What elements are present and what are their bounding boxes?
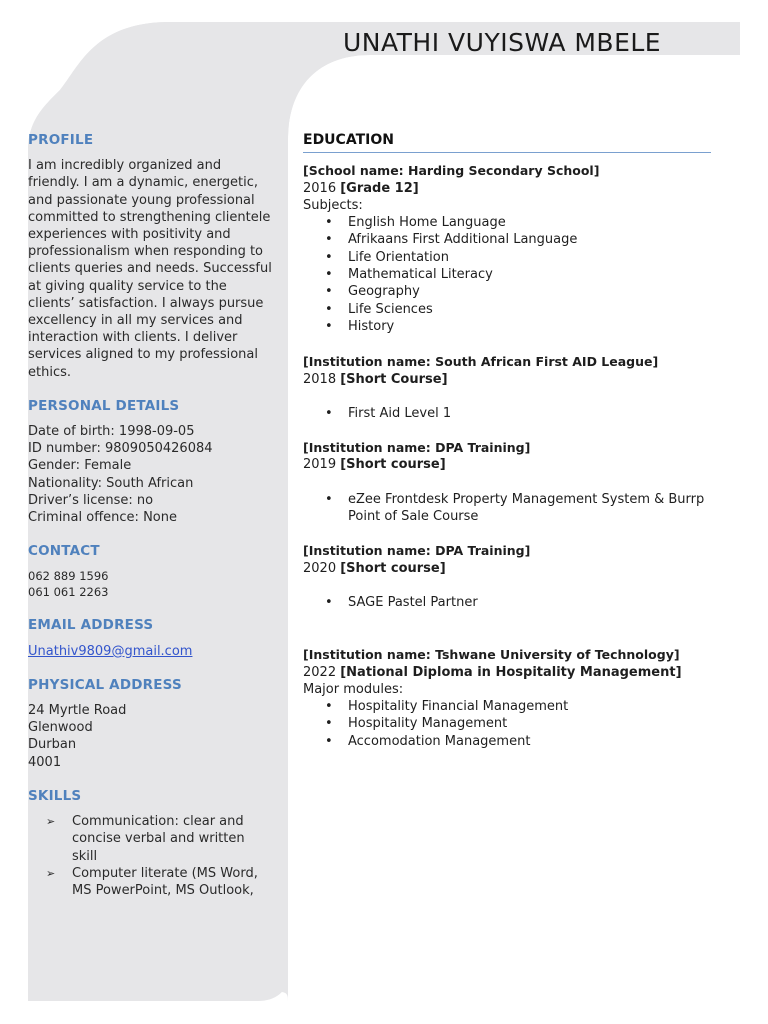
phone-2: 061 061 2263 xyxy=(28,585,109,600)
entry-year: 2016 xyxy=(303,180,337,196)
bullet-icon: • xyxy=(325,215,333,231)
course-text: eZee Frontdesk Property Management System & Burrp Point of Sale Course xyxy=(348,491,705,525)
entry-title: [Institution name: South African First AID League] xyxy=(303,354,659,370)
entry-title: [Institution name: DPA Training] xyxy=(303,543,531,559)
module-text: Hospitality Financial Management xyxy=(348,699,569,715)
subject-item xyxy=(325,301,711,318)
module-text: Accomodation Management xyxy=(348,733,531,749)
nationality-line: Nationality: South African xyxy=(28,475,194,491)
id-line: ID number: 9809050426084 xyxy=(28,441,213,457)
course-item xyxy=(325,491,711,526)
education-entry xyxy=(303,353,711,422)
phone-1: 062 889 1596 xyxy=(28,569,109,584)
bullet-icon: • xyxy=(325,284,333,300)
education-entry xyxy=(303,542,711,611)
skill-item xyxy=(46,865,272,899)
skill-item xyxy=(46,813,272,865)
course-item xyxy=(325,594,711,611)
subject-text: English Home Language xyxy=(348,215,506,231)
bullet-icon: • xyxy=(325,733,333,749)
entry-year: 2018 xyxy=(303,371,337,387)
arrow-bullet-icon: ➢ xyxy=(46,866,56,880)
bullet-icon: • xyxy=(325,594,333,610)
personal-details-section xyxy=(28,398,272,526)
entry-qualification: [Short Course] xyxy=(340,371,448,387)
course-list xyxy=(303,491,711,526)
entry-year-line xyxy=(303,456,711,473)
address-heading: PHYSICAL ADDRESS xyxy=(28,676,182,693)
entry-qualification: [Grade 12] xyxy=(340,180,419,196)
candidate-name: UNATHI VUYISWA MBELE xyxy=(343,28,662,57)
contact-heading: CONTACT xyxy=(28,543,100,560)
dob-line: Date of birth: 1998-09-05 xyxy=(28,424,195,440)
entry-label: Subjects: xyxy=(303,197,363,213)
bullet-icon: • xyxy=(325,318,333,334)
course-text: SAGE Pastel Partner xyxy=(348,594,478,610)
address-line: 24 Myrtle Road xyxy=(28,703,127,719)
entry-qualification: [Short course] xyxy=(340,560,446,576)
course-list xyxy=(303,594,711,611)
address-section xyxy=(28,677,272,771)
arrow-bullet-icon: ➢ xyxy=(46,815,56,829)
criminal-line: Criminal offence: None xyxy=(28,510,177,526)
entry-qualification: [National Diploma in Hospitality Management] xyxy=(340,664,682,680)
subject-text: Life Sciences xyxy=(348,301,433,317)
module-list xyxy=(303,698,711,750)
profile-section xyxy=(28,132,272,381)
skills-section xyxy=(28,788,272,899)
course-text: First Aid Level 1 xyxy=(348,405,452,421)
subject-item xyxy=(325,231,711,248)
main-content xyxy=(303,132,711,750)
address-line: Glenwood xyxy=(28,720,93,736)
gender-line: Gender: Female xyxy=(28,458,132,474)
entry-year: 2020 xyxy=(303,560,337,576)
entry-title: [School name: Harding Secondary School] xyxy=(303,163,600,179)
subject-item xyxy=(325,318,711,335)
email-section xyxy=(28,617,272,659)
subject-text: Life Orientation xyxy=(348,249,449,265)
entry-qualification: [Short course] xyxy=(340,457,446,473)
subject-item xyxy=(325,214,711,231)
address-line: 4001 xyxy=(28,754,62,770)
entry-year-line xyxy=(303,560,711,577)
module-item xyxy=(325,698,711,715)
personal-details-heading: PERSONAL DETAILS xyxy=(28,397,180,414)
entry-title: [Institution name: DPA Training] xyxy=(303,440,531,456)
subject-text: Geography xyxy=(348,284,420,300)
subject-item xyxy=(325,283,711,300)
license-line: Driver’s license: no xyxy=(28,492,154,508)
subject-text: Afrikaans First Additional Language xyxy=(348,232,578,248)
module-item xyxy=(325,733,711,750)
education-entry xyxy=(303,162,711,335)
bullet-icon: • xyxy=(325,267,333,283)
bullet-icon: • xyxy=(325,716,333,732)
entry-year-line xyxy=(303,180,711,197)
bullet-icon: • xyxy=(325,249,333,265)
education-heading: EDUCATION xyxy=(303,132,711,153)
entry-year: 2019 xyxy=(303,457,337,473)
subject-text: History xyxy=(348,318,395,334)
bullet-icon: • xyxy=(325,491,333,507)
profile-heading: PROFILE xyxy=(28,132,94,148)
address-line: Durban xyxy=(28,737,77,753)
profile-text: I am incredibly organized and friendly. I am a dynamic, energetic, and passionate young professional committed to strengthening clientele experiences with positivity and professionalism when responding to clients queries and needs. Successful at giving quality service to the clients’ satisfaction. I always pursue excellency in all my services and interaction with clients. I deliver services aligned to my professional ethics. xyxy=(28,158,272,380)
entry-year-line xyxy=(303,371,711,388)
bullet-icon: • xyxy=(325,232,333,248)
skills-heading: SKILLS xyxy=(28,787,82,804)
contact-section xyxy=(28,543,272,600)
module-text: Hospitality Management xyxy=(348,716,508,732)
subject-item xyxy=(325,266,711,283)
course-item xyxy=(325,405,711,422)
entry-year-line xyxy=(303,664,711,681)
email-heading: EMAIL ADDRESS xyxy=(28,617,154,634)
bullet-icon: • xyxy=(325,699,333,715)
subject-item xyxy=(325,249,711,266)
entry-label: Major modules: xyxy=(303,681,404,697)
entry-year: 2022 xyxy=(303,664,337,680)
entry-title: [Institution name: Tshwane University of Technology] xyxy=(303,647,680,663)
subject-list xyxy=(303,214,711,335)
course-list xyxy=(303,405,711,422)
sidebar xyxy=(28,132,272,916)
skills-list xyxy=(46,813,272,899)
skill-text: Communication: clear and concise verbal and written skill xyxy=(72,814,245,864)
subject-text: Mathematical Literacy xyxy=(348,267,493,283)
education-entry xyxy=(303,646,711,750)
bullet-icon: • xyxy=(325,301,333,317)
bullet-icon: • xyxy=(325,405,333,421)
module-item xyxy=(325,715,711,732)
email-link[interactable]: Unathiv9809@gmail.com xyxy=(28,643,193,659)
skill-text: Computer literate (MS Word, MS PowerPoint, MS Outlook, xyxy=(72,865,258,898)
education-entry xyxy=(303,439,711,525)
